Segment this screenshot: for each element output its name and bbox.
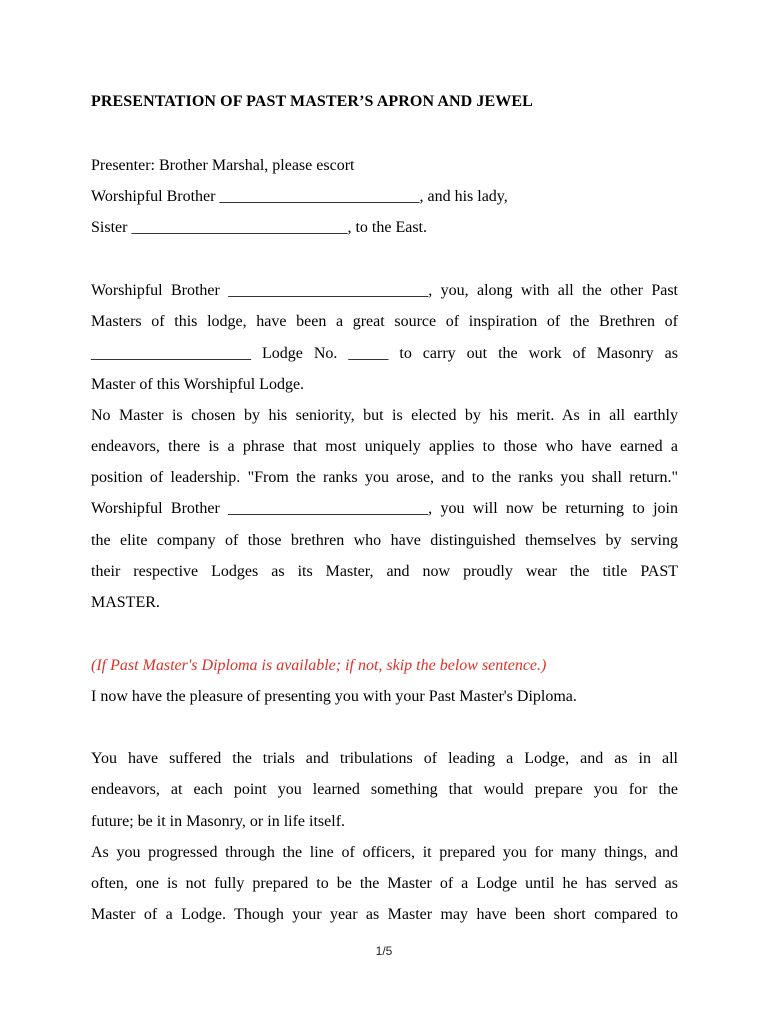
text-line: MASTER. [91, 594, 160, 611]
text-line: often, one is not fully prepared to be the Master of a Lodge until he has served as [91, 875, 678, 892]
conditional-note: (If Past Master's Diploma is available; if not, skip the below sentence.) [91, 657, 547, 674]
text-line: Masters of this lodge, have been a great source of inspiration of the Brethren of [91, 313, 678, 330]
text-line: You have suffered the trials and tribulations of leading a Lodge, and as in all [91, 750, 678, 767]
text-line: Worshipful Brother _________________________, you, along with all the other Past [91, 282, 678, 299]
text-line: Master of this Worshipful Lodge. [91, 376, 305, 393]
text-line: I now have the pleasure of presenting you with your Past Master's Diploma. [91, 688, 577, 705]
text-line: Presenter: Brother Marshal, please escort [91, 157, 355, 174]
text-line: Worshipful Brother _________________________, you will now be returning to join [91, 500, 678, 517]
text-line: ____________________ Lodge No. _____ to carry out the work of Masonry as [91, 345, 678, 362]
text-line: position of leadership. "From the ranks you arose, and to the ranks you shall return." [91, 469, 678, 486]
text-line: future; be it in Masonry, or in life itself. [91, 813, 346, 830]
text-line: No Master is chosen by his seniority, but is elected by his merit. As in all earthly [91, 407, 678, 424]
text-line: As you progressed through the line of officers, it prepared you for many things, and [91, 844, 678, 861]
document-title: PRESENTATION OF PAST MASTER’S APRON AND JEWEL [91, 93, 533, 110]
page-number: 1/5 [375, 944, 393, 958]
text-line: endeavors, at each point you learned something that would prepare you for the [91, 781, 678, 798]
text-line: the elite company of those brethren who have distinguished themselves by serving [91, 532, 678, 549]
text-line: Sister ___________________________, to the East. [91, 219, 427, 236]
text-line: endeavors, there is a phrase that most uniquely applies to those who have earned a [91, 438, 678, 455]
text-line: Worshipful Brother _________________________, and his lady, [91, 188, 508, 205]
text-line: their respective Lodges as its Master, and now proudly wear the title PAST [91, 563, 678, 580]
text-line: Master of a Lodge. Though your year as Master may have been short compared to [91, 906, 678, 923]
